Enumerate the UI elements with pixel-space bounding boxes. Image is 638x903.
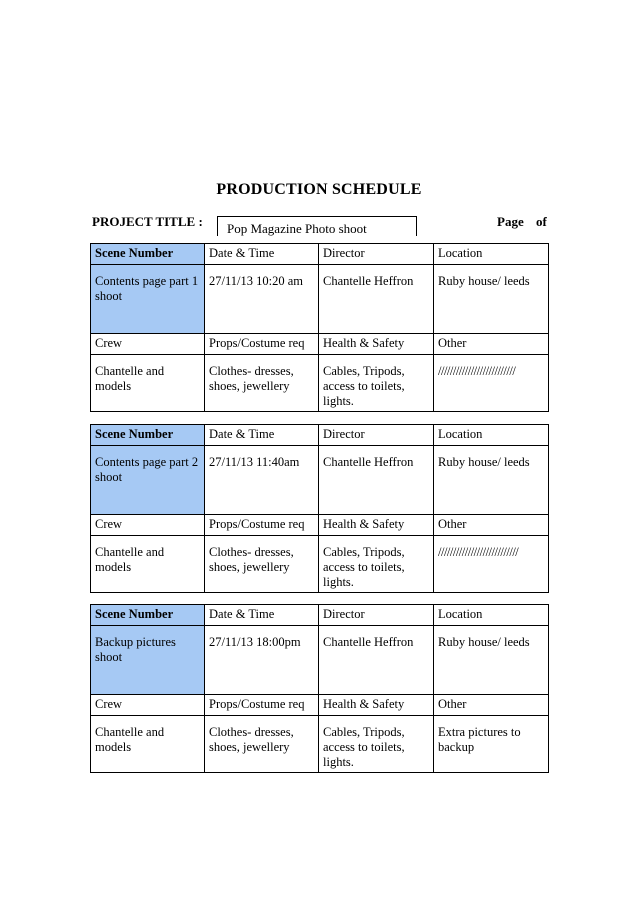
- scene-number-header: Scene Number: [91, 244, 205, 265]
- crew-detail-row: [91, 536, 549, 593]
- project-title-label: PROJECT TITLE :: [92, 214, 203, 229]
- scene-detail-row: [91, 265, 549, 334]
- project-title-value: Pop Magazine Photo shoot: [227, 221, 367, 236]
- scene-number-header: Scene Number: [91, 605, 205, 626]
- health-safety-cell: Cables, Tripods, access to toilets, lights.: [319, 355, 434, 412]
- date-time-cell: 27/11/13 11:40am: [205, 446, 319, 515]
- crew-cell: Chantelle and models: [91, 355, 205, 412]
- director-header: Director: [319, 425, 434, 446]
- date-time-header: Date & Time: [205, 244, 319, 265]
- location-header: Location: [434, 244, 549, 265]
- director-header: Director: [319, 244, 434, 265]
- scene-number-cell: Contents page part 2 shoot: [91, 446, 205, 515]
- crew-detail-row: [91, 355, 549, 412]
- scene-detail-row: [91, 626, 549, 695]
- crew-header: Crew: [91, 334, 205, 355]
- date-time-header: Date & Time: [205, 425, 319, 446]
- location-cell: Ruby house/ leeds: [434, 446, 549, 515]
- location-cell: Ruby house/ leeds: [434, 626, 549, 695]
- scene-table-3: [90, 604, 549, 773]
- health-safety-header: Health & Safety: [319, 515, 434, 536]
- location-cell: Ruby house/ leeds: [434, 265, 549, 334]
- crew-cell: Chantelle and models: [91, 536, 205, 593]
- other-cell: ///////////////////////////: [434, 536, 549, 593]
- props-header: Props/Costume req: [205, 695, 319, 716]
- crew-detail-row: [91, 716, 549, 773]
- other-header: Other: [434, 515, 549, 536]
- props-header: Props/Costume req: [205, 334, 319, 355]
- location-header: Location: [434, 605, 549, 626]
- crew-header-row: [91, 334, 549, 355]
- props-cell: Clothes- dresses, shoes, jewellery: [205, 716, 319, 773]
- director-header: Director: [319, 605, 434, 626]
- crew-header: Crew: [91, 515, 205, 536]
- director-cell: Chantelle Heffron: [319, 265, 434, 334]
- date-time-cell: 27/11/13 10:20 am: [205, 265, 319, 334]
- health-safety-header: Health & Safety: [319, 334, 434, 355]
- health-safety-cell: Cables, Tripods, access to toilets, lights.: [319, 536, 434, 593]
- other-cell: //////////////////////////: [434, 355, 549, 412]
- date-time-cell: 27/11/13 18:00pm: [205, 626, 319, 695]
- scene-header-row: [91, 425, 549, 446]
- crew-header: Crew: [91, 695, 205, 716]
- scene-detail-row: [91, 446, 549, 515]
- scene-table-1: [90, 243, 549, 412]
- scene-number-header: Scene Number: [91, 425, 205, 446]
- other-header: Other: [434, 695, 549, 716]
- props-cell: Clothes- dresses, shoes, jewellery: [205, 536, 319, 593]
- scene-number-cell: Contents page part 1 shoot: [91, 265, 205, 334]
- director-cell: Chantelle Heffron: [319, 446, 434, 515]
- scene-header-row: [91, 244, 549, 265]
- page-of-label: Page of: [497, 214, 547, 229]
- scene-header-row: [91, 605, 549, 626]
- page-title: PRODUCTION SCHEDULE: [216, 181, 422, 198]
- other-header: Other: [434, 334, 549, 355]
- other-cell: Extra pictures to backup: [434, 716, 549, 773]
- health-safety-header: Health & Safety: [319, 695, 434, 716]
- crew-cell: Chantelle and models: [91, 716, 205, 773]
- date-time-header: Date & Time: [205, 605, 319, 626]
- scene-number-cell: Backup pictures shoot: [91, 626, 205, 695]
- crew-header-row: [91, 695, 549, 716]
- props-cell: Clothes- dresses, shoes, jewellery: [205, 355, 319, 412]
- director-cell: Chantelle Heffron: [319, 626, 434, 695]
- scene-table-2: [90, 424, 549, 593]
- crew-header-row: [91, 515, 549, 536]
- props-header: Props/Costume req: [205, 515, 319, 536]
- project-title-field[interactable]: [217, 216, 417, 236]
- location-header: Location: [434, 425, 549, 446]
- health-safety-cell: Cables, Tripods, access to toilets, lights.: [319, 716, 434, 773]
